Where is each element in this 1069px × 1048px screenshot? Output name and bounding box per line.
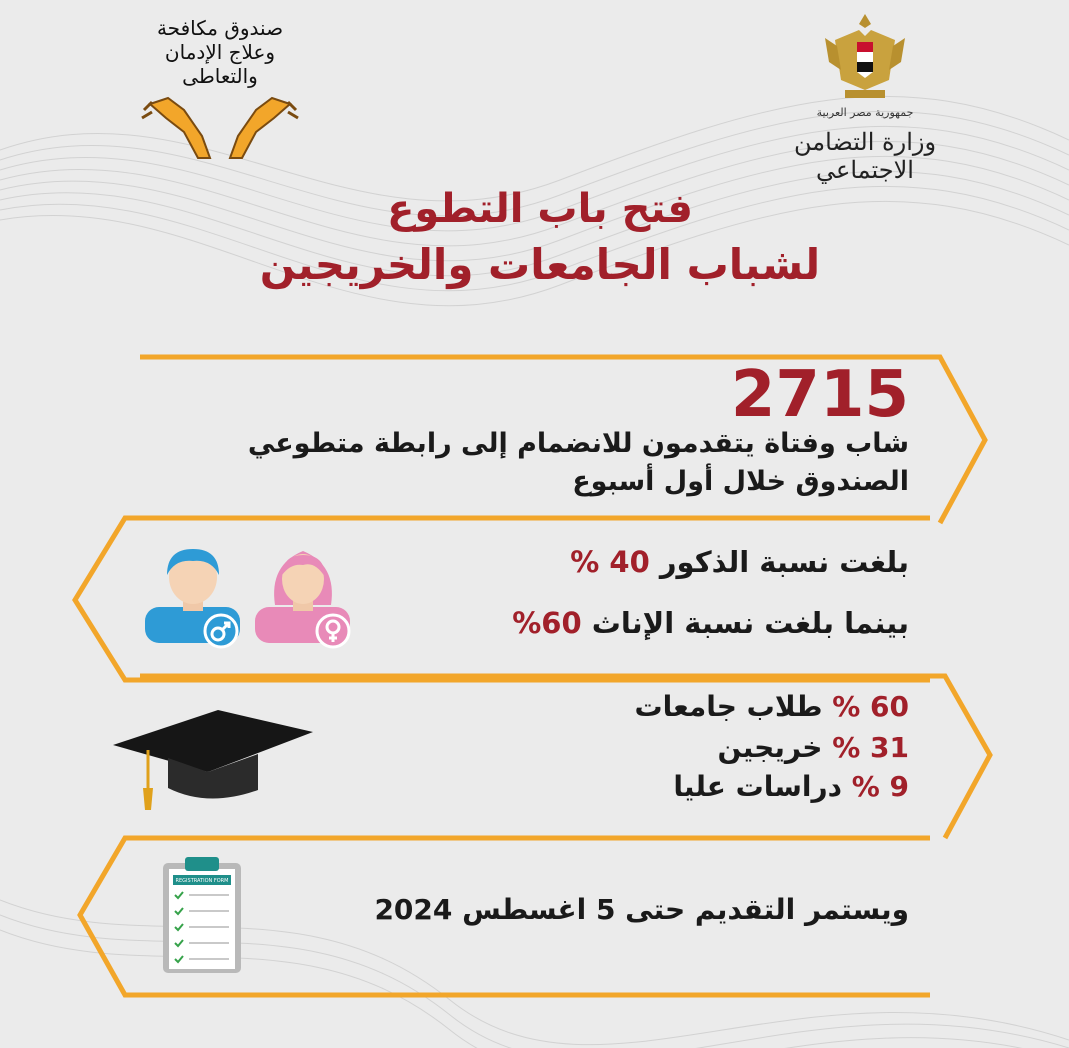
female-avatar-icon: [255, 551, 350, 647]
male-avatar-icon: [145, 549, 240, 647]
education-label: دراسات عليا: [673, 770, 842, 803]
deadline-text: ويستمر التقديم حتى 5 اغسطس 2024: [374, 893, 909, 926]
male-ratio-value: 40 %: [570, 545, 650, 579]
education-row: [634, 690, 909, 723]
education-label: طلاب جامعات: [634, 690, 823, 723]
education-label: خريجين: [717, 731, 823, 764]
male-ratio: [570, 545, 909, 579]
female-ratio: [512, 606, 909, 640]
applicants-count: 2715: [730, 358, 909, 432]
education-value: 31 %: [832, 731, 909, 764]
fund-logo: [110, 8, 330, 168]
education-value: 9 %: [851, 770, 909, 803]
education-row: [673, 770, 909, 803]
form-header-label: REGISTRATION FORM: [175, 878, 229, 884]
eagle-emblem-icon: [815, 10, 915, 102]
country-name: جمهورية مصر العربية: [816, 106, 914, 119]
female-ratio-label: بينما بلغت نسبة الإناث: [591, 606, 909, 640]
graduation-cap-icon: [108, 710, 318, 815]
fund-name: صندوق مكافحة وعلاج الإدمان والتعاطى: [156, 16, 284, 88]
applicants-text-line-2: الصندوق خلال أول أسبوع: [572, 466, 909, 497]
clipboard-form-icon: [163, 857, 241, 975]
education-row: [718, 731, 909, 764]
ministry-logo: [770, 10, 960, 184]
applicants-text-line-1: شاب وفتاة يتقدمون للانضمام إلى رابطة متطوعي: [247, 428, 909, 459]
page-title-line-1: فتح باب التطوع: [387, 186, 693, 232]
ministry-name: وزارة التضامن الاجتماعي: [793, 128, 937, 184]
gender-icons: [145, 545, 370, 650]
education-value: 60 %: [832, 690, 909, 723]
hands-icon: [140, 96, 300, 162]
female-ratio-value: 60%: [512, 606, 582, 640]
male-ratio-label: بلغت نسبة الذكور: [659, 545, 909, 579]
page-title-line-2: لشباب الجامعات والخريجين: [259, 240, 821, 289]
